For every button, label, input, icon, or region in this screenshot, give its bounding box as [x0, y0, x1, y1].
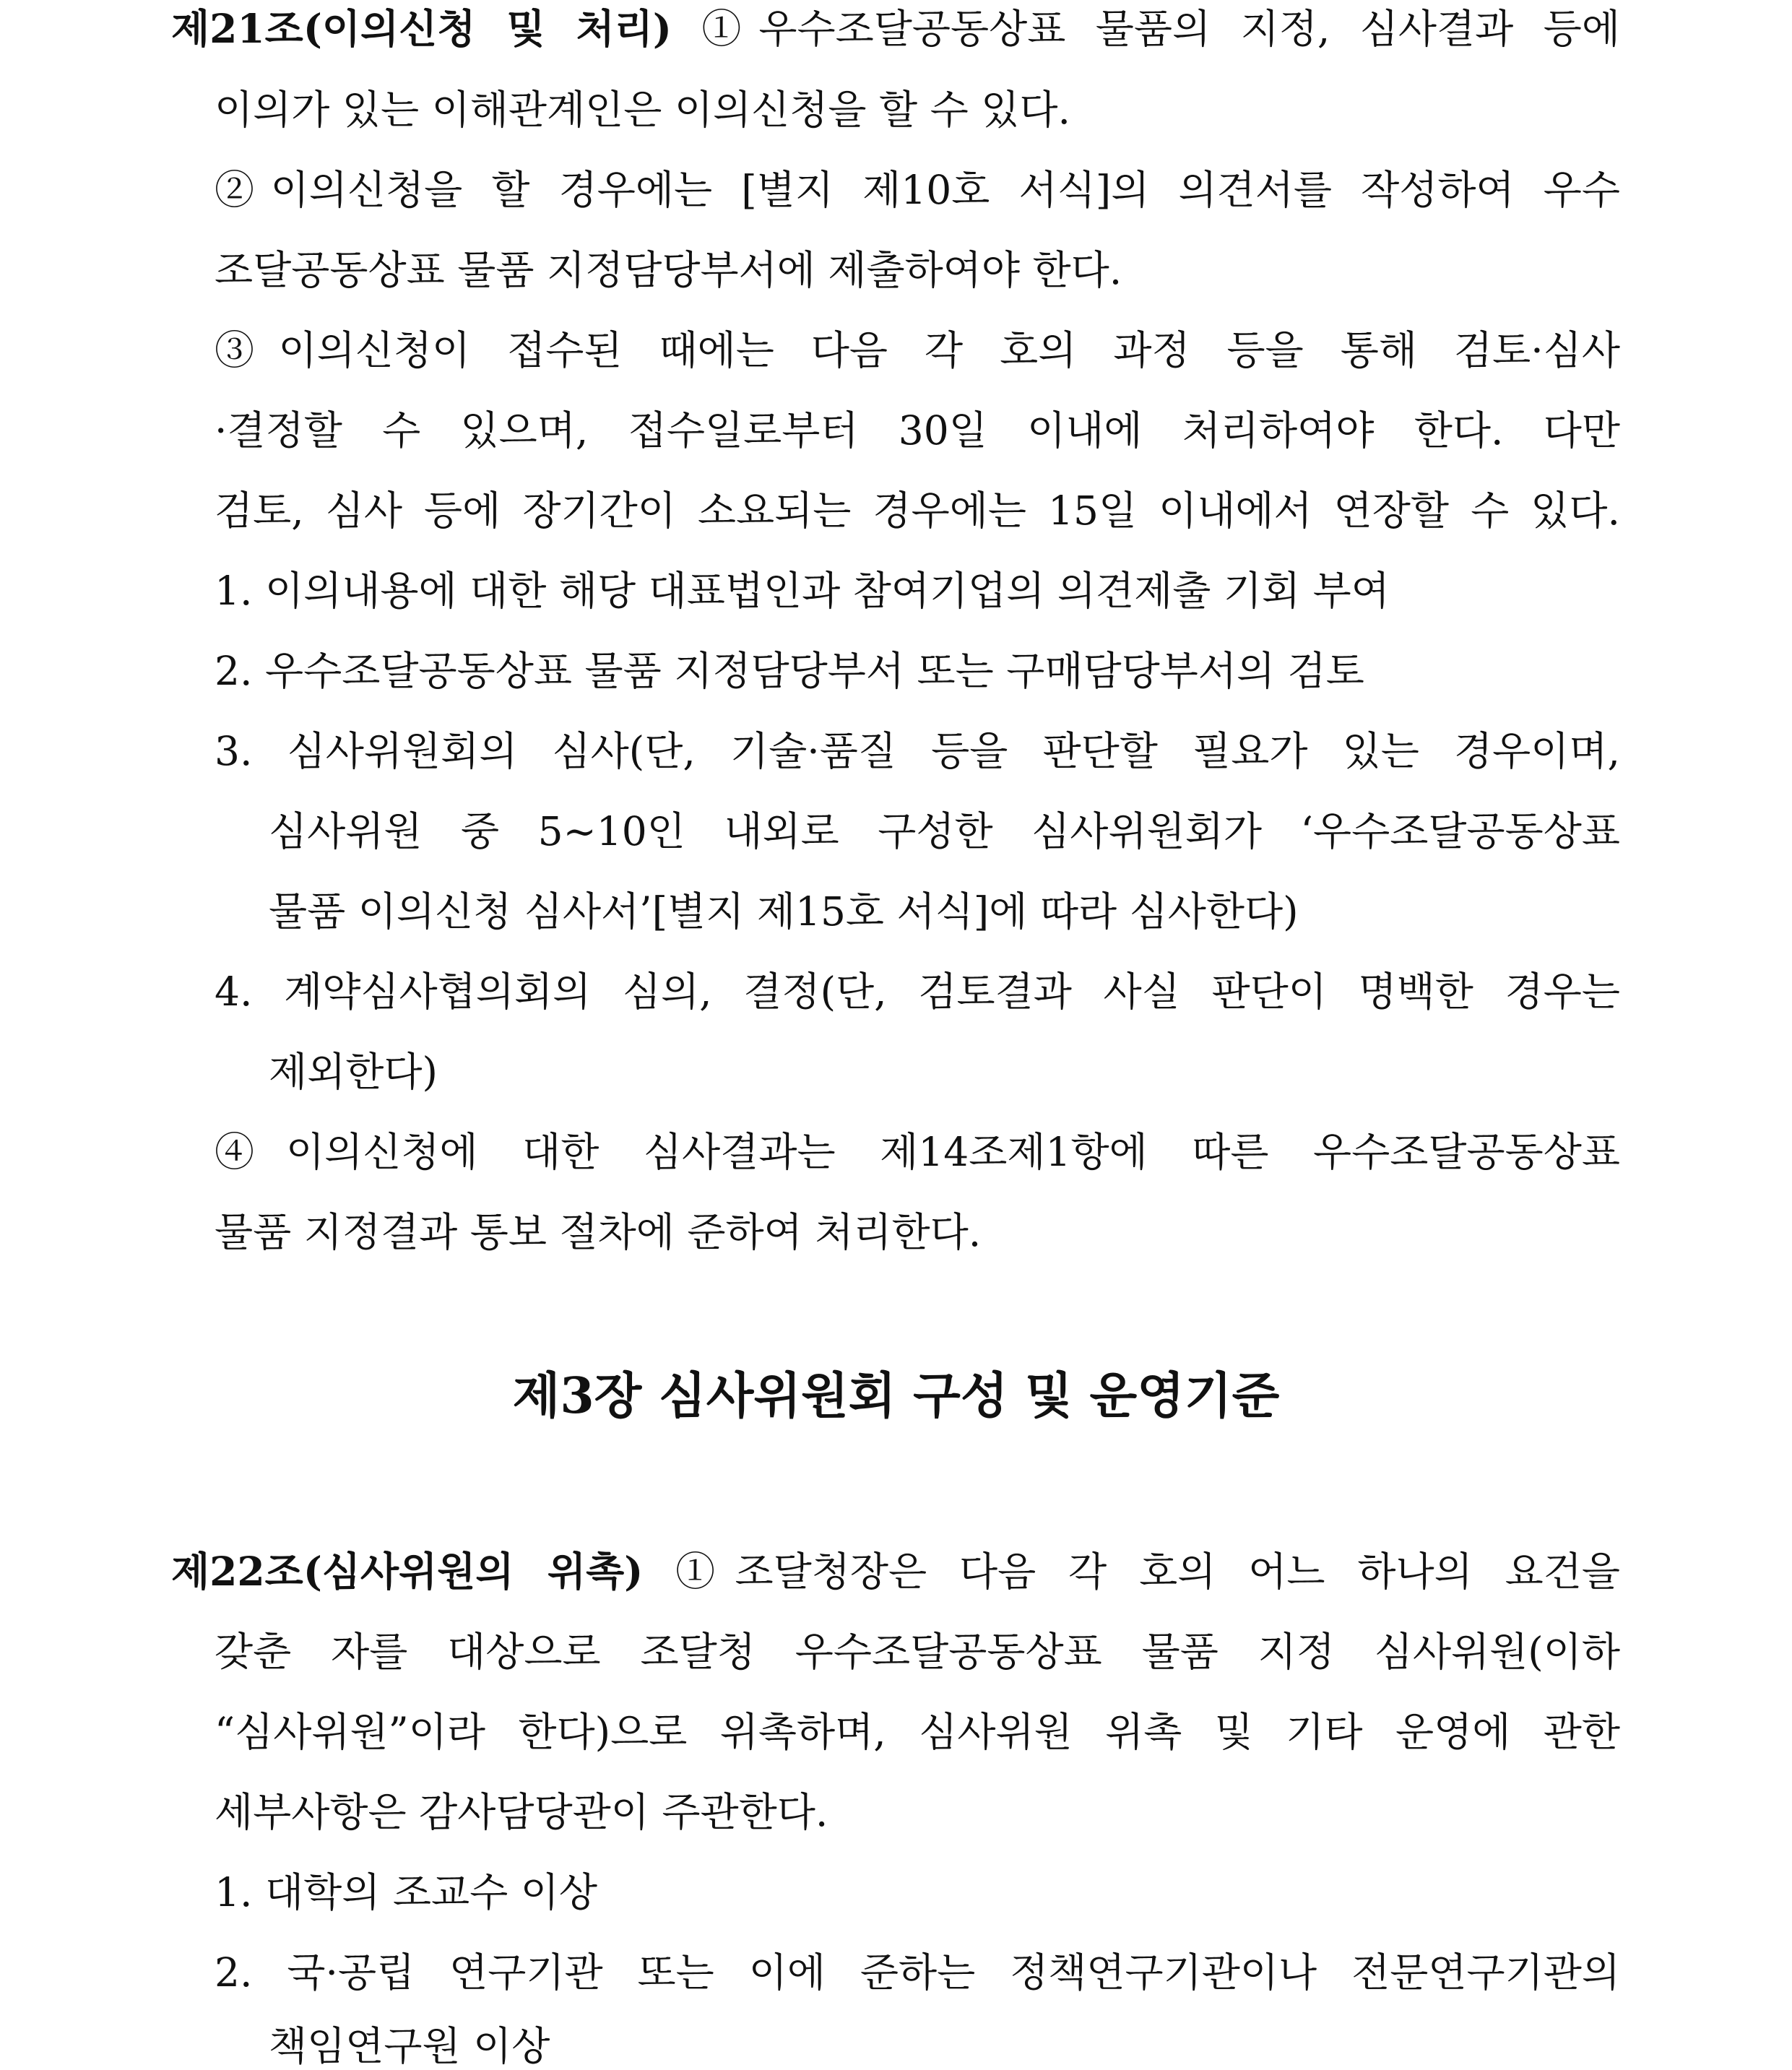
article-21-paragraph-2: ②이의신청을 할 경우에는 [별지 제10호 서식]의 의견서를 작성하여 우수 — [215, 167, 1620, 213]
article-21-title: (이의신청 및 처리) — [303, 5, 672, 52]
article-22-item-1: 1. 대학의 조교수 이상 — [215, 1869, 597, 1915]
article-21-item-3-continued: 심사위원 중 5~10인 내외로 구성한 심사위원회가 ‘우수조달공동상표 — [269, 808, 1620, 854]
article-22-line: “심사위원”이라 한다)으로 위촉하며, 심사위원 위촉 및 기타 운영에 관한 — [215, 1709, 1620, 1755]
article-21-line: 검토, 심사 등에 장기간이 소요되는 경우에는 15일 이내에서 연장할 수 있다. — [215, 488, 1620, 534]
article-21-item-4-continued: 제외한다) — [269, 1049, 438, 1095]
article-21-item-3-continued: 물품 이의신청 심사서’[별지 제15호 서식]에 따라 심사한다) — [269, 888, 1299, 935]
article-21-heading-line — [171, 5, 1620, 53]
article-22-number: 제22조 — [171, 1548, 303, 1595]
article-22-title: (심사위원의 위촉) — [303, 1548, 644, 1595]
article-21-line: 물품 지정결과 통보 절차에 준하여 처리한다. — [215, 1209, 982, 1255]
article-22-heading-line — [171, 1548, 1620, 1595]
article-22-line: 세부사항은 감사담당관이 주관한다. — [215, 1789, 828, 1835]
article-21-item-2: 2. 우수조달공동상표 물품 지정담당부서 또는 구매담당부서의 검토 — [215, 648, 1364, 694]
article-21-paragraph-4: ④이의신청에 대한 심사결과는 제14조제1항에 따른 우수조달공동상표 — [215, 1129, 1620, 1175]
article-21-item-4: 4. 계약심사협의회의 심의, 결정(단, 검토결과 사실 판단이 명백한 경우는 — [215, 969, 1620, 1015]
article-21-item-3: 3. 심사위원회의 심사(단, 기술·품질 등을 판단할 필요가 있는 경우이며, — [215, 728, 1620, 774]
article-21-paragraph-1-start: ①우수조달공동상표 물품의 지정, 심사결과 등에 — [701, 6, 1620, 52]
article-21-line: 조달공동상표 물품 지정담당부서에 제출하여야 한다. — [215, 247, 1122, 293]
article-22-paragraph-1-start: ①조달청장은 다음 각 호의 어느 하나의 요건을 — [675, 1549, 1620, 1595]
article-21-paragraph-3: ③이의신청이 접수된 때에는 다음 각 호의 과정 등을 통해 검토·심사 — [215, 327, 1620, 373]
article-21-number: 제21조 — [171, 5, 303, 52]
chapter-3-heading: 제3장 심사위원회 구성 및 운영기준 — [512, 1367, 1280, 1425]
article-21-item-1: 1. 이의내용에 대한 해당 대표법인과 참여기업의 의견제출 기회 부여 — [215, 568, 1390, 614]
article-22-item-2: 2. 국·공립 연구기관 또는 이에 준하는 정책연구기관이나 전문연구기관의 — [215, 1949, 1620, 1996]
article-21-line: ·결정할 수 있으며, 접수일로부터 30일 이내에 처리하여야 한다. 다만 — [215, 407, 1620, 454]
article-21-line: 이의가 있는 이해관계인은 이의신청을 할 수 있다. — [215, 87, 1070, 133]
article-22-line: 갖춘 자를 대상으로 조달청 우수조달공동상표 물품 지정 심사위원(이하 — [215, 1629, 1620, 1675]
article-22-item-2-continued: 책임연구원 이상 — [269, 2023, 550, 2069]
